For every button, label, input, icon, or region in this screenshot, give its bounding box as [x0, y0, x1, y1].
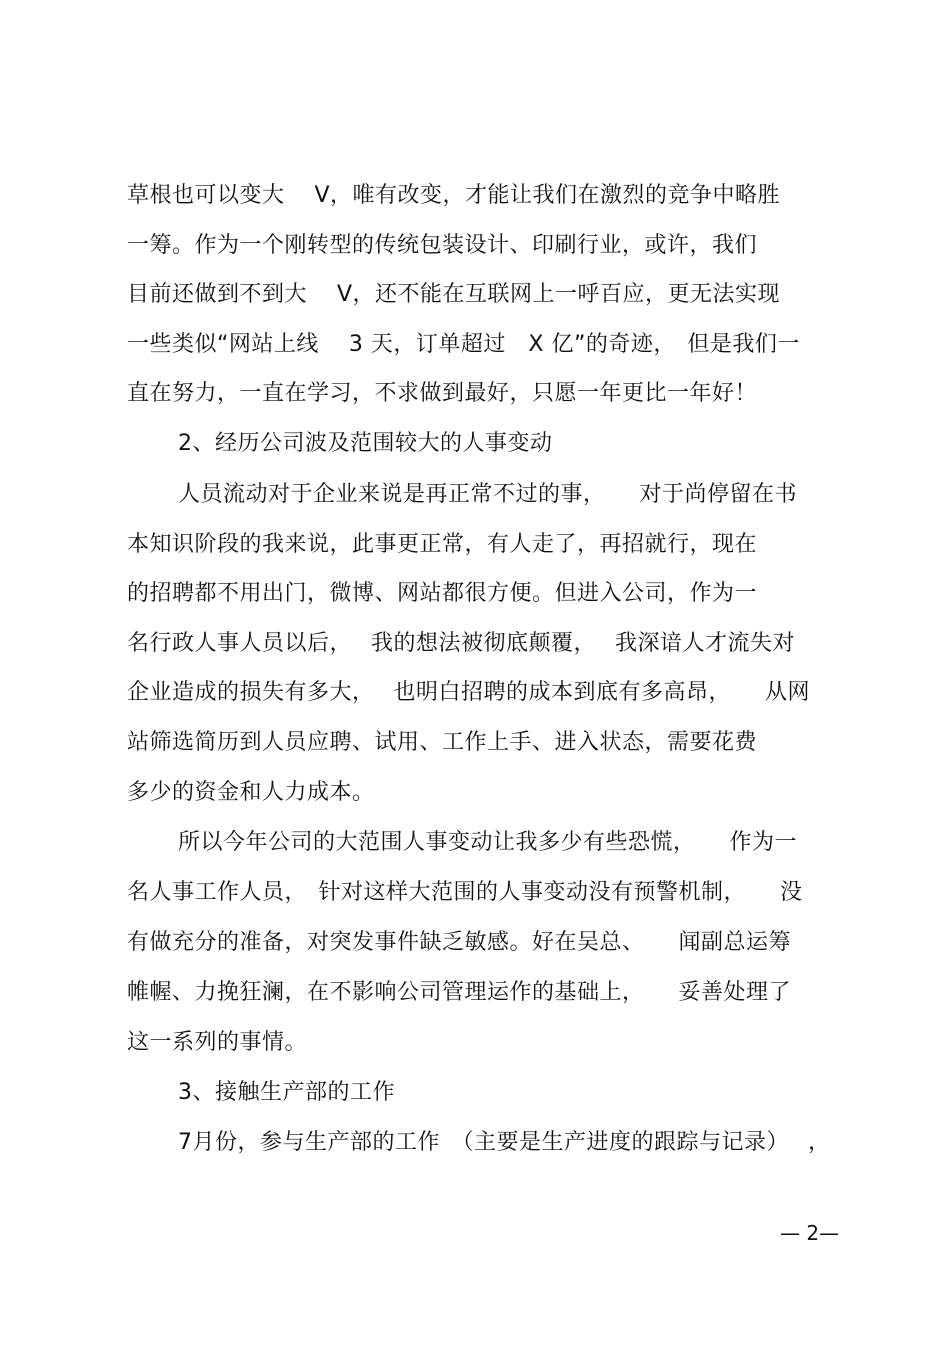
- text-line: 名人事工作人员， 针对这样大范围的人事变动没有预警机制， 没: [127, 880, 803, 905]
- text-line: 本知识阶段的我来说，此事更正常，有人走了，再招就行，现在: [127, 532, 758, 557]
- text-line: 人员流动对于企业来说是再正常不过的事， 对于尚停留在书: [178, 482, 798, 507]
- section-heading: 2、经历公司波及范围较大的人事变动: [178, 431, 553, 456]
- text-line: 这一系列的事情。: [127, 1030, 308, 1055]
- text-line: 站筛选简历到人员应聘、试用、工作上手、进入状态，需要花费: [127, 730, 758, 755]
- section-heading: 3、接触生产部的工作: [178, 1080, 395, 1105]
- text-line: 多少的资金和人力成本。: [127, 780, 375, 805]
- text-line: 帷幄、力挽狂澜，在不影响公司管理运作的基础上， 妥善处理了: [127, 980, 792, 1005]
- text-line: 一筹。作为一个刚转型的传统包装设计、印刷行业，或许，我们: [127, 233, 758, 258]
- text-line: 企业造成的损失有多大， 也明白招聘的成本到底有多高昂， 从网: [127, 680, 810, 705]
- text-line: 所以今年公司的大范围人事变动让我多少有些恐慌， 作为一: [178, 830, 798, 855]
- text-line: 草根也可以变大 V，唯有改变，才能让我们在激烈的竞争中略胜: [127, 183, 781, 208]
- text-line: 有做充分的准备，对突发事件缺乏敏感。好在吴总、 闻副总运筹: [127, 930, 792, 955]
- text-line: 一些类似“网站上线 3 天，订单超过 X 亿”的奇迹， 但是我们一: [127, 332, 800, 357]
- text-line: 名行政人事人员以后， 我的想法被彻底颠覆， 我深谙人才流失对: [127, 631, 795, 656]
- text-line: 的招聘都不用出门，微博、网站都很方便。但进入公司，作为一: [127, 581, 758, 606]
- text-line: 目前还做到不到大 V，还不能在互联网上一呼百应，更无法实现: [127, 282, 781, 307]
- page-number: — 2—: [780, 1221, 840, 1245]
- text-line: 直在努力，一直在学习，不求做到最好，只愿一年更比一年好！: [127, 381, 758, 406]
- text-line: 7月份，参与生产部的工作 （主要是生产进度的跟踪与记录） ，: [178, 1130, 831, 1155]
